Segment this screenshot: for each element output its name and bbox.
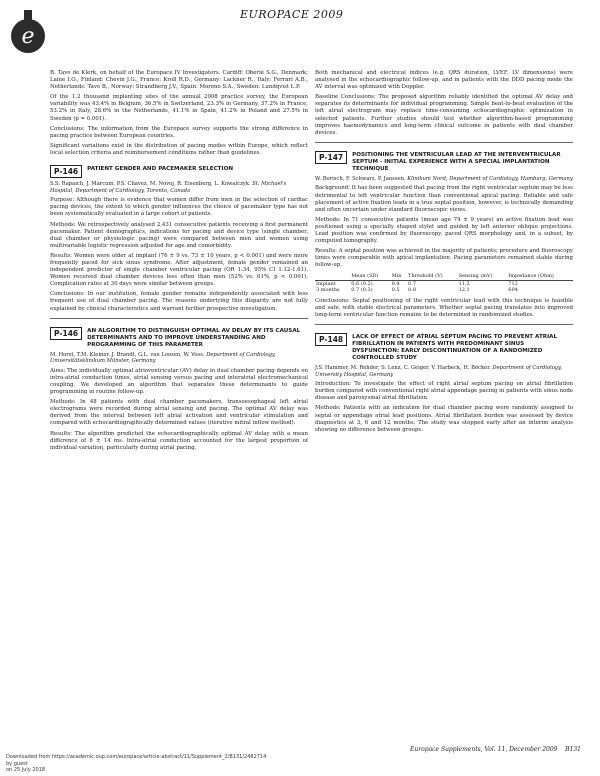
table-cell: 712	[508, 280, 518, 287]
download-date: on 25 July 2018	[6, 767, 46, 773]
table-header-cell: Impedance (Ohm)	[507, 273, 573, 280]
table-header-cell: Threshold (V)	[407, 273, 458, 280]
table-cell: 0.8	[408, 287, 416, 294]
intro-paragraph: Baseline Conclusions: The proposed algorithm reliably identified the optimal AV delay and separates its determinants for individual programming. Simple beat-to-beat evaluation of the left atrial electrogram may replace time-consuming echocardiographic optimization in selected patients. Further studies should test whether algorithm-based programming improves haemodynamics and long-term clinical outcome in patients with dual chamber devices.	[315, 94, 573, 136]
table-cell: 0.5	[391, 287, 400, 294]
author-list: W. Borisch, F. Schwarz, P. Janssen	[315, 175, 404, 182]
left-column	[50, 70, 308, 455]
table-header-row	[315, 273, 573, 280]
logo-letter: e	[21, 24, 35, 49]
abstract-conclusion: Conclusions: Septal positioning of the right ventricular lead with this technique is feasible and safe, with stable electrical parameters. Whether septal pacing translates into improved long-term ventricular function remains to be determined in randomized studies.	[315, 297, 573, 318]
abstract-title: PATIENT GENDER AND PACEMAKER SELECTION	[87, 166, 234, 173]
abstract-paragraph: Methods: Patients with an indication for dual chamber pacing were randomly assigned to septal or appendage atrial lead positions. Atrial fibrillation burden was assessed by device diagnostics at 3, 6 and 12 months. The study was stopped early after an interim analysis showing no difference between groups.	[315, 405, 573, 433]
table-header-cell: Mean (SD)	[350, 273, 390, 280]
table-cell: 3 months	[316, 287, 340, 294]
abstract-authors: J.S. Hammer, M. Rehder, S. Lenz, C. Geiger, V. Harbeck, H. Böcker. Department of Cardiology, University Hospital, Germany	[315, 364, 563, 378]
journal-logo	[8, 6, 48, 62]
abstract-p146b	[50, 327, 308, 452]
abstract-authors: S.S. Rapaich, J. Marcum, P.S. Chavez, M. Novoj, R. Eisenberg, L. Kowalczyk. St. Michael's Hospital, Department of Cardiology, Toronto, Canada	[50, 181, 287, 194]
author-list: M. Horst, T.M. Kleiner, J. Brandt, G.L. van Loosen, W. Voss	[50, 351, 203, 358]
right-column	[315, 70, 573, 437]
table-row	[315, 287, 573, 293]
abstract-title: POSITIONING THE VENTRICULAR LEAD AT THE INTERVENTRICULAR SEPTUM - INITIAL EXPERIENCE WITH A SPECIAL IMPLANTATION TECHNIQUE	[352, 151, 561, 172]
abstract-paragraph: Methods: In 71 consecutive patients (mean age 74 ± 9 years) an active fixation lead was positioned using a specially shaped stylet and guided by left anterior oblique projections. Lead position was confirmed by fluoroscopy, paced QRS morphology and, in a subset, by computed tomography.	[315, 216, 573, 245]
abstract-title: AN ALGORITHM TO DISTINGUISH OPTIMAL AV DELAY BY ITS CAUSAL DETERMINANTS AND TO IMPROVE UNDERSTANDING AND PROGRAMMING OF THIS PARAMETER	[87, 327, 301, 348]
results-table	[315, 273, 573, 293]
intro-paragraph: Conclusions: The information from the Europace survey supports the strong difference in pacing practice between European countries.	[50, 125, 308, 139]
table-header-cell: Sensing (mV)	[458, 273, 508, 280]
table-header-cell: Min	[391, 273, 407, 280]
abstract-paragraph: Aims: The individually optimal atrioventricular (AV) delay in dual chamber pacing depends on intra-atrial conduction times, atrial sensing versus pacing and interatrial electromechanical coupling. We developed an algorithm that separates these determinants to guide programming in routine follow-up.	[50, 367, 308, 396]
page-footer	[410, 746, 581, 753]
abstract-code: P-146	[50, 165, 82, 178]
abstract-authors: W. Borisch, F. Schwarz, P. Janssen. Klinikum Nord, Department of Cardiology, Hamburg, Germany	[315, 175, 573, 182]
abstract-code: P-146	[50, 327, 82, 340]
author-affiliation: Klinikum Nord, Department of Cardiology, Hamburg, Germany	[407, 175, 573, 182]
abstract-code: P-148	[315, 333, 347, 346]
table-cell: 0.6 (0.2)	[351, 280, 373, 287]
table-cell: 11.2	[458, 280, 470, 287]
logo-stem	[24, 10, 32, 22]
author-list: J.S. Hammer, M. Rehder, S. Lenz, C. Geiger, V. Harbeck, H. Böcker	[315, 364, 490, 371]
author-list: S.S. Rapaich, J. Marcum, P.S. Chavez, M. Novoj, R. Eisenberg, L. Kowalczyk	[50, 181, 249, 188]
intro-paragraph: Significant variations exist in the distribution of pacing modes within Europe, which reflect local selection criteria and reimbursement conditions rather than guidelines.	[50, 142, 308, 156]
table-cell: 604	[508, 287, 518, 294]
abstract-header	[50, 327, 308, 349]
table-cell: 0.7 (0.3)	[351, 287, 373, 294]
divider	[50, 318, 308, 319]
divider	[315, 142, 573, 143]
supplement-label: Europace Supplements, Vol. 11, December 2009	[410, 746, 558, 753]
abstract-header	[315, 151, 573, 173]
abstract-paragraph: Results: The algorithm predicted the echocardiographically optimal AV delay with a mean difference of 8 ± 14 ms. Intra-atrial conduction accounted for the largest proportion of individual variation, particularly during atrial pacing.	[50, 430, 308, 451]
abstract-header	[50, 165, 308, 178]
abstract-p148	[315, 333, 573, 434]
abstract-p147	[315, 151, 573, 319]
author-affiliation: Department of Cardiology, University Hospital, Germany	[315, 364, 563, 378]
download-by: by guest	[6, 760, 28, 767]
abstract-code: P-147	[315, 151, 347, 164]
download-notice	[6, 754, 266, 774]
abstract-title: LACK OF EFFECT OF ATRIAL SEPTUM PACING TO PREVENT ATRIAL FIBRILLATION IN PATIENTS WITH PREDOMINANT SINUS DYSFUNCTION: EARLY DISCONTINUATION OF A RANDOMIZED CONTROLLED STUDY	[352, 333, 558, 361]
abstract-paragraph: Purpose: Although there is evidence that women differ from men in the selection of cardiac pacing devices, the extent to which gender influences the choice of pacemaker type has not been systematically evaluated in a large cohort of patients.	[50, 197, 308, 218]
table-cell: Implant	[316, 280, 336, 287]
abstract-paragraph: Methods: We retrospectively analysed 2,431 consecutive patients receiving a first permanent pacemaker. Patient demographics, indications for pacing and device type (single chamber, dual chamber or physiologic pacing) were compared between men and women using multivariable logistic regression adjusted for age and comorbidity.	[50, 221, 308, 249]
divider	[315, 324, 573, 325]
abstract-paragraph: Results: A septal position was achieved in the majority of patients; procedure and fluoroscopy times were comparable with apical implantation. Pacing parameters remained stable during follow-up.	[315, 248, 573, 269]
download-url[interactable]: Downloaded from https://academic.oup.com/europace/article-abstract/11/Supplement_2/B131/2482714	[6, 754, 267, 760]
table-cell: 0.7	[408, 280, 416, 287]
table-cell: 12.1	[458, 287, 470, 294]
abstract-paragraph: Background: It has been suggested that pacing from the right ventricular septum may be less detrimental to left ventricular function than conventional apical pacing. Reliable and safe placement of active fixation leads in a true septal position, however, is technically demanding and often uncertain under standard fluoroscopic views.	[315, 185, 573, 213]
intro-paragraph: Both mechanical and electrical indices (e.g. QRS duration, LVEF, LV dimensions) were analysed in the echocardiographic follow-up, and in patients with the DDD pacing mode the AV interval was optimized with Doppler.	[315, 70, 573, 91]
intro-paragraph: Of the 1.2 thousand implanting sites of the annual 2008 practice survey, the European variability was 43.4% in Belgium, 36.5% in Switzerland, 23.3% in Germany, 37.2% in France, 53.2% in Italy, 28.6% in the Netherlands, 41.1% in Spain, 41.2% in Poland and 27.5% in Sweden (p = 0.001).	[50, 94, 308, 122]
abstract-paragraph: Methods: In 48 patients with dual chamber pacemakers, transoesophageal left atrial electrograms were recorded during atrial sensing and pacing. The optimal AV delay was derived from the interval between left atrial activation and ventricular stimulation and compared with echocardiographically determined values (iterative mitral inflow method).	[50, 399, 308, 427]
abstract-paragraph: Introduction: To investigate the effect of right atrial septum pacing on atrial fibrillation burden compared with conventional right atrial appendage pacing in patients with sinus node disease and paroxysmal atrial fibrillation.	[315, 381, 573, 402]
table-header-cell	[315, 273, 350, 280]
page-number: B131	[565, 746, 581, 753]
abstract-p146a	[50, 165, 308, 313]
abstract-paragraph: Results: Women were older at implant (76 ± 9 vs. 73 ± 10 years, p < 0.001) and were more frequently paced for sick sinus syndrome. After adjustment, female gender remained an independent predictor of single chamber ventricular pacing (OR 1.34, 95% CI 1.12-1.61). Women received dual chamber devices less often than men (52% vs. 61%, p < 0.001). Complication rates at 30 days were similar between groups.	[50, 252, 308, 288]
intro-paragraph: B. Tavo de Klerk, on behalf of the Europace IV Investigators. Cardiff: Oberlé S.G., Denmark: Laine I.O., Finland: Chevin J.G., France: Kroll R.D., Germany: Lackner R., Italy: Ferrari A.B., Netherlands: Tavo B., Norway: Strandberg J.V., Spain: Moreno S.A., Sweden: Lundqvist L.P.	[50, 70, 308, 91]
table-cell: 0.4	[391, 280, 400, 287]
author-affiliation: Department of Cardiology, Universitätsklinikum Münster, Germany	[50, 351, 276, 365]
abstract-header	[315, 333, 573, 362]
author-affiliation: St. Michael's Hospital, Department of Cardiology, Toronto, Canada	[50, 181, 287, 194]
journal-title: EUROPACE 2009	[240, 8, 344, 21]
abstract-authors: M. Horst, T.M. Kleiner, J. Brandt, G.L. van Loosen, W. Voss. Department of Cardiology, Universitätsklinikum Münster, Germany	[50, 351, 276, 365]
abstract-paragraph: Conclusions: In our institution, female gender remains independently associated with less frequent use of dual chamber pacing. The reasons underlying this disparity are not fully explained by clinical characteristics and warrant further prospective investigation.	[50, 291, 308, 312]
